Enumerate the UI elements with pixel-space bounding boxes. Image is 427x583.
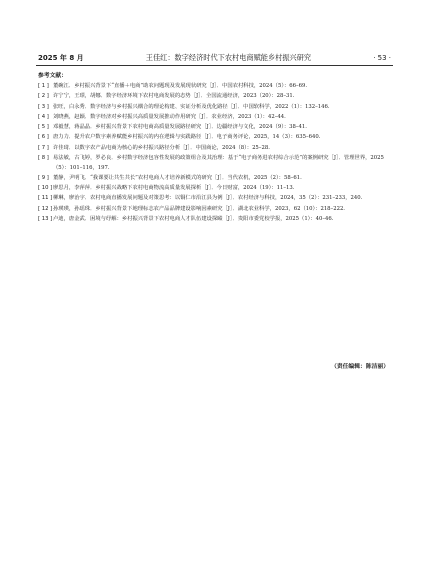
running-title: 王佳红：数字经济时代下农村电商赋能乡村振兴研究: [145, 53, 312, 62]
reference-text: 许宁宁，王璟，胡娜．数字经济环境下农村电商发展的态势［J］．全国流通经济，2023（20）：28–31.: [53, 93, 295, 100]
reference-item: [38, 123, 391, 133]
reference-number: [ 1 ]: [38, 83, 49, 89]
responsible-editor: （责任编辑：陈洁丽）: [331, 364, 389, 370]
reference-item: [38, 133, 391, 143]
reference-number: [ 13 ]: [38, 215, 53, 222]
reference-number: [ 9 ]: [38, 174, 49, 181]
references-heading: 参考文献：: [38, 73, 67, 79]
reference-item: [38, 103, 391, 113]
reference-text: 廖思月，李萍萍．乡村振兴战略下农村电商物流高质量发展探析［J］．今日财富，2024（19）：11–13.: [53, 185, 295, 192]
reference-number: [ 7 ]: [38, 144, 49, 151]
reference-list: [38, 82, 391, 225]
reference-item: [38, 194, 391, 204]
reference-item: [38, 92, 391, 102]
reference-text: 唐力力．提升农户数字素养赋能乡村振兴的内在逻辑与实践路径［J］．电子商务评论，2025，14（3）：635–640.: [53, 134, 321, 141]
header-rule: [36, 65, 393, 66]
reference-item: [38, 215, 391, 225]
reference-number: [ 8 ]: [38, 154, 49, 161]
page-number: · 53 ·: [373, 54, 391, 62]
reference-item: [38, 144, 391, 154]
reference-text: 邓毅慧，蒋晶晶．乡村振兴背景下农村电商高质量发展路径研究［J］．边疆经济与文化，2024（9）：38–41.: [53, 124, 307, 131]
issue-date: 2025 年 8 月: [38, 54, 84, 62]
reference-text: 张旺，白永秀．数字经济与乡村振兴耦合的理论构建、实证分析及优化路径［J］．中国软科学，2022（1）：132–146.: [53, 103, 330, 110]
reference-text: 董静，尹明飞．“我课要让共生共长”农村电商人才培养新模式的研究［J］．当代农机，2025（2）：58–61.: [53, 174, 302, 181]
reference-text: 刘晓燕，赵颖．数字经济对乡村振兴高质量发展推动作用研究［J］．农业经济，2023（1）：42–44.: [53, 113, 286, 120]
reference-item: [38, 205, 391, 215]
reference-number: [ 2 ]: [38, 93, 49, 100]
reference-number: [ 3 ]: [38, 103, 49, 110]
reference-text: 卢迪，唐金武．困境与纾解：乡村振兴背景下农村电商人才队伍建设探赜［J］．贵阳市委党校学报，2025（1）：40–46.: [53, 215, 334, 222]
reference-text: 柳琳，廖治宇．农村电商直播发展问题及对策思考：以铜仁市沿江县为例［J］．农村经济与科技，2024，35（2）：231–233，240.: [53, 195, 363, 202]
reference-item: [38, 154, 391, 173]
reference-text: 孙瑛瑛，孙瑶珠．乡村振兴背景下地理标志农产品品牌建设影响因素研究［J］．湖北农业科学，2023，62（10）：218–222.: [53, 205, 345, 212]
reference-number: [ 11 ]: [38, 195, 53, 202]
reference-item: [38, 113, 391, 123]
reference-item: [38, 82, 391, 92]
reference-number: [ 10 ]: [38, 185, 53, 192]
reference-text: 董碗江．乡村振兴背景下“直播＋电商”助农问题现及发展现状研究［J］．中国农村科技，2024（5）：66–69.: [53, 83, 308, 89]
reference-number: [ 6 ]: [38, 134, 49, 141]
reference-item: [38, 174, 391, 184]
reference-number: [ 5 ]: [38, 124, 49, 131]
reference-number: [ 12 ]: [38, 205, 53, 212]
reference-number: [ 4 ]: [38, 113, 49, 120]
page-header: [38, 52, 391, 64]
reference-text: 易法敏，古飞婷，罗必良．乡村数字经济包容性发展的政策组合及其治理：基于“电子商务进农村综合示范”的案例研究［J］．管理世界，2025（5）：101–116，197.: [53, 154, 384, 171]
reference-item: [38, 184, 391, 194]
reference-text: 许佳琦．以数字农产品电商为核心的乡村振兴路径分析［J］．中国商论，2024（8）：25–28.: [53, 144, 270, 151]
